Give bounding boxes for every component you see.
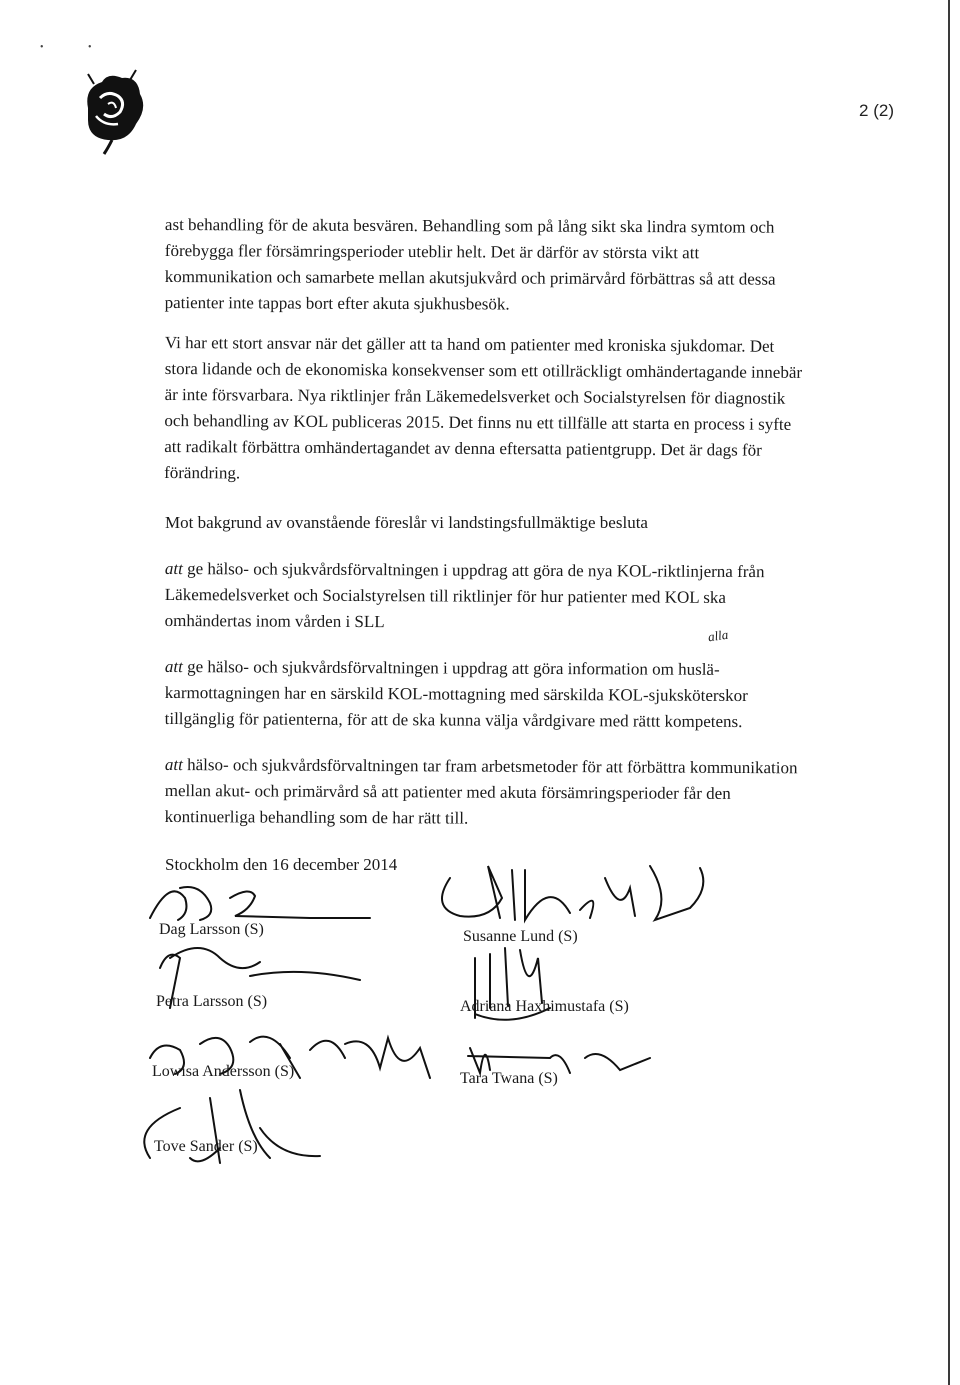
scan-speck: • (40, 42, 44, 53)
resolution-text: hälso- och sjukvårdsförvaltningen tar fram arbetsmetoder för att förbättra kommunikation mellan akut- och primärvård så att patienter med akuta försämringsperioder får den kontinuerliga behandling som de har rätt till. (164, 755, 798, 828)
paragraph-2: Vi har ett stort ansvar när det gäller att ta hand om patienter med kroniska sjukdomar. Det stora lidande och de ekonomiska konsekvenser som ett otillräckligt omhändertagande innebär är inte försvarbara. Nya riktlinjer från Läkemedelsverket och Socialstyrelsen för diagnostik och behandling av KOL publiceras 2015. Det finns nu ett tillfälle att starta en process i syfte att radikalt förbättra omhändertagandet av denna eftersatta patientgrupp. Det är dags för förändring. (164, 332, 803, 483)
handwritten-insert: alla (706, 626, 730, 645)
att-keyword: att (164, 754, 183, 775)
letter-body (165, 212, 805, 878)
page-number: 2 (2) (859, 101, 894, 120)
signature-block (130, 858, 780, 1178)
att-keyword: att (164, 657, 183, 677)
signatory-name: Lowisa Andersson (S) (152, 1063, 295, 1080)
signatory-name: Dag Larsson (S) (159, 921, 264, 938)
handwritten-signatures (130, 858, 780, 1178)
proposal-intro: Mot bakgrund av ovanstående föreslår vi landstingsfullmäktige besluta (165, 513, 648, 532)
signatory-name: Adriana Haxhimustafa (S) (460, 998, 629, 1015)
signatory-name: Tove Sander (S) (154, 1138, 258, 1155)
signatory-name: Petra Larsson (S) (156, 993, 268, 1010)
resolution-2 (165, 654, 805, 735)
party-rose-logo (78, 68, 148, 158)
resolution-3 (165, 752, 805, 833)
resolution-text: ge hälso- och sjukvårdsförvaltningen i uppdrag att göra information om huslä-karmottagningen har en särskild KOL-mottagning med särskilda KOL-sjuksköterskor tillgänglig för patienterna, för att de ska kunna välja vårdgivare med rättt kompetens. (164, 657, 748, 732)
signatory-name: Tara Twana (S) (460, 1070, 558, 1087)
resolution-text: ge hälso- och sjukvårdsförvaltningen i uppdrag att göra de nya KOL-riktlinjerna från Läkemedelsverket och Socialstyrelsen till riktlinjer för hur patienter med KOL ska omhändertas inom vården i SLL (164, 559, 765, 632)
scan-edge-line (948, 0, 950, 1385)
signatory-name: Susanne Lund (S) (463, 928, 578, 945)
scan-speck: • (88, 42, 92, 53)
place-date: Stockholm den 16 december 2014 (165, 855, 398, 874)
paragraph-1: ast behandling för de akuta besvären. Behandling som på lång sikt ska lindra symtom och förebygga fler försämringsperioder uteblir helt. Det är därför av största vikt att kommunikation och samarbete mellan akutsjukvård och primärvård förbättras så att dessa patienter inte tappas bort efter akuta sjukhusbesök. (164, 214, 776, 314)
resolution-1 (165, 556, 805, 637)
att-keyword: att (164, 559, 183, 579)
